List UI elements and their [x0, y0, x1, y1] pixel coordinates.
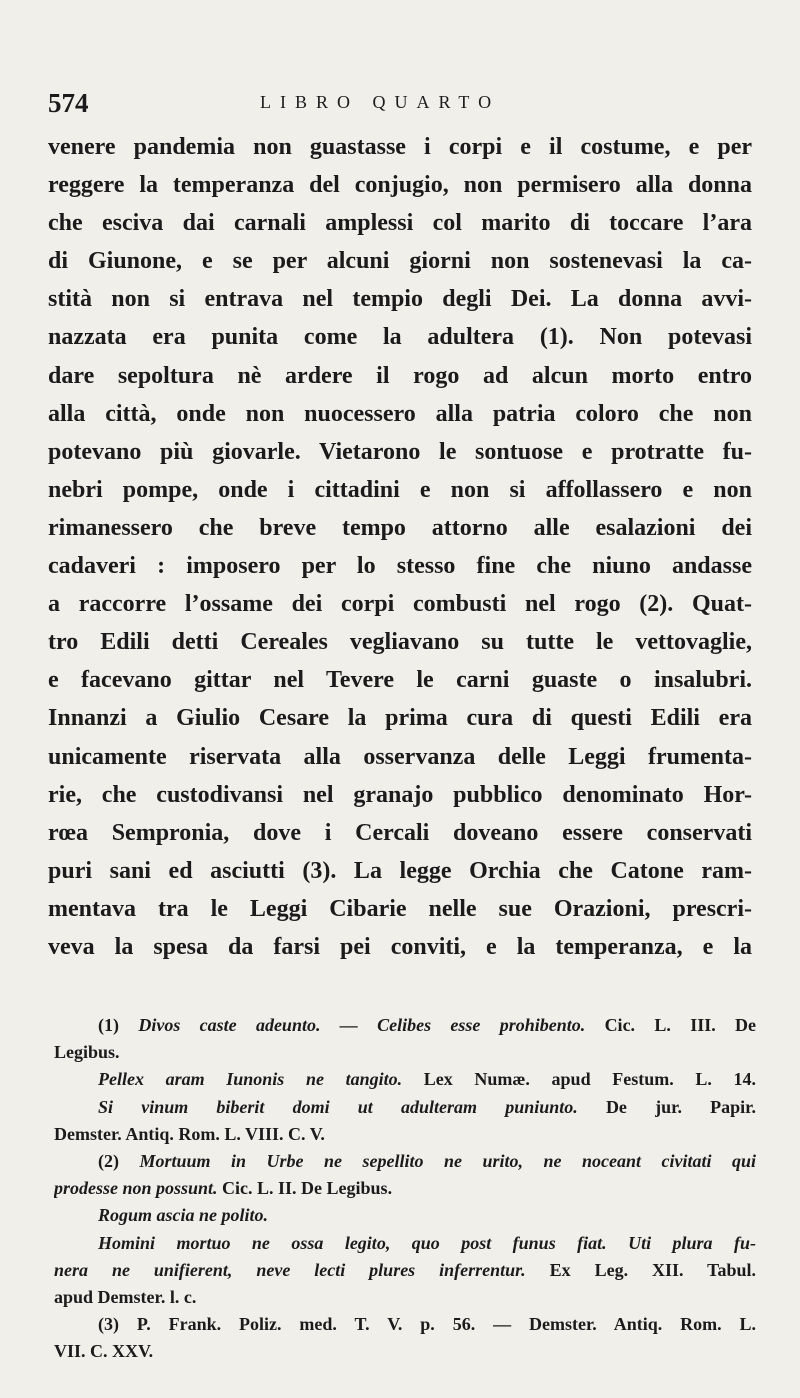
footnote-source: Lex Numæ. apud Festum. L. 14.: [423, 1069, 756, 1090]
footnote-1-line: [54, 1094, 756, 1121]
footnote-2-line: [54, 1175, 756, 1202]
footnote-1-line: [54, 1066, 756, 1093]
footnote-quote: Mortuum in Urbe ne sepellito ne urito, ne noceant civitati qui: [139, 1150, 756, 1171]
text-line: rie, che custodivansi nel granajo pubblico denominato Hor-: [48, 781, 752, 808]
page-header: [48, 88, 748, 118]
footnote-1-line: Demster. Antiq. Rom. L. VIII. C. V.: [54, 1123, 325, 1144]
footnote-source: Cic. L. III. De: [604, 1015, 756, 1035]
footnote-1-line: Legibus.: [54, 1042, 120, 1063]
page-number: 574: [48, 88, 89, 118]
text-line: rœa Sempronia, dove i Cercali doveano essere conservati: [48, 819, 752, 846]
text-line: veva la spesa da farsi pei conviti, e la temperanza, e la: [48, 933, 752, 960]
text-line: puri sani ed asciutti (3). La legge Orchia che Catone ram-: [48, 857, 752, 884]
text-line: mentava tra le Leggi Cibarie nelle sue Orazioni, prescri-: [48, 895, 752, 922]
footnote-source: Cic. L. II. De Legibus.: [222, 1178, 393, 1199]
footnote-number: (1): [98, 1015, 119, 1035]
footnotes: [54, 1012, 756, 1365]
footnote-source: Ex Leg. XII. Tabul.: [549, 1259, 756, 1280]
text-line: reggere la temperanza del conjugio, non permisero alla donna: [48, 172, 752, 199]
footnote-quote: Si vinum biberit domi ut adulteram puniunto.: [98, 1096, 578, 1117]
footnote-quote: prodesse non possunt.: [54, 1178, 218, 1199]
footnote-2-line: [54, 1148, 756, 1175]
text-line: tro Edili detti Cereales vegliavano su tutte le vettovaglie,: [48, 629, 752, 656]
text-line: e facevano gittar nel Tevere le carni guaste o insalubri.: [48, 667, 752, 694]
footnote-3-line: (3) P. Frank. Poliz. med. T. V. p. 56. — Demster. Antiq. Rom. L.: [98, 1314, 756, 1335]
text-line: di Giunone, e se per alcuni giorni non sostenevasi la ca-: [48, 248, 752, 275]
footnote-2-line: [54, 1230, 756, 1257]
footnote-quote: Divos caste adeunto. — Celibes esse prohibento.: [138, 1015, 586, 1035]
text-line: unicamente riservata alla osservanza delle Leggi frumenta-: [48, 743, 752, 770]
footnote-quote: Rogum ascia ne polito.: [98, 1205, 269, 1226]
footnote-quote: nera ne unifierent, neve lecti plures inferrentur.: [54, 1259, 526, 1280]
text-line: potevano più giovarle. Vietarono le sontuose e protratte fu-: [48, 438, 752, 465]
text-line: rimanessero che breve tempo attorno alle esalazioni dei: [48, 514, 752, 541]
text-line: a raccorre l’ossame dei corpi combusti nel rogo (2). Quat-: [48, 591, 752, 618]
text-line: che esciva dai carnali amplessi col marito di toccare l’ara: [48, 210, 752, 237]
text-line: Innanzi a Giulio Cesare la prima cura di questi Edili era: [48, 705, 752, 732]
text-line: dare sepoltura nè ardere il rogo ad alcun morto entro: [48, 362, 752, 389]
text-line: nebri pompe, onde i cittadini e non si affollassero e non: [48, 476, 752, 503]
text-line: alla città, onde non nuocessero alla patria coloro che non: [48, 400, 752, 427]
text-line: cadaveri : imposero per lo stesso fine che niuno andasse: [48, 553, 752, 580]
text-line: stità non si entrava nel tempio degli Dei. La donna avvi-: [48, 286, 752, 313]
footnote-2-line: [54, 1202, 756, 1229]
text-line: venere pandemia non guastasse i corpi e il costume, e per: [48, 134, 752, 160]
footnote-2-line: apud Demster. l. c.: [54, 1286, 197, 1307]
footnote-quote: Homini mortuo ne ossa legito, quo post funus fiat. Uti plura fu-: [98, 1232, 756, 1253]
text-line: nazzata era punita come la adultera (1). Non potevasi: [48, 324, 752, 351]
footnote-3-line: VII. C. XXV.: [54, 1341, 154, 1362]
main-text: [48, 128, 752, 966]
footnote-source: De jur. Papir.: [605, 1096, 756, 1117]
footnote-2-line: [54, 1257, 756, 1284]
footnote-number: (2): [98, 1150, 119, 1171]
running-title: LIBRO QUARTO: [260, 92, 501, 112]
footnote-1-line: [54, 1012, 756, 1039]
footnote-quote: Pellex aram Iunonis ne tangito.: [98, 1069, 403, 1090]
